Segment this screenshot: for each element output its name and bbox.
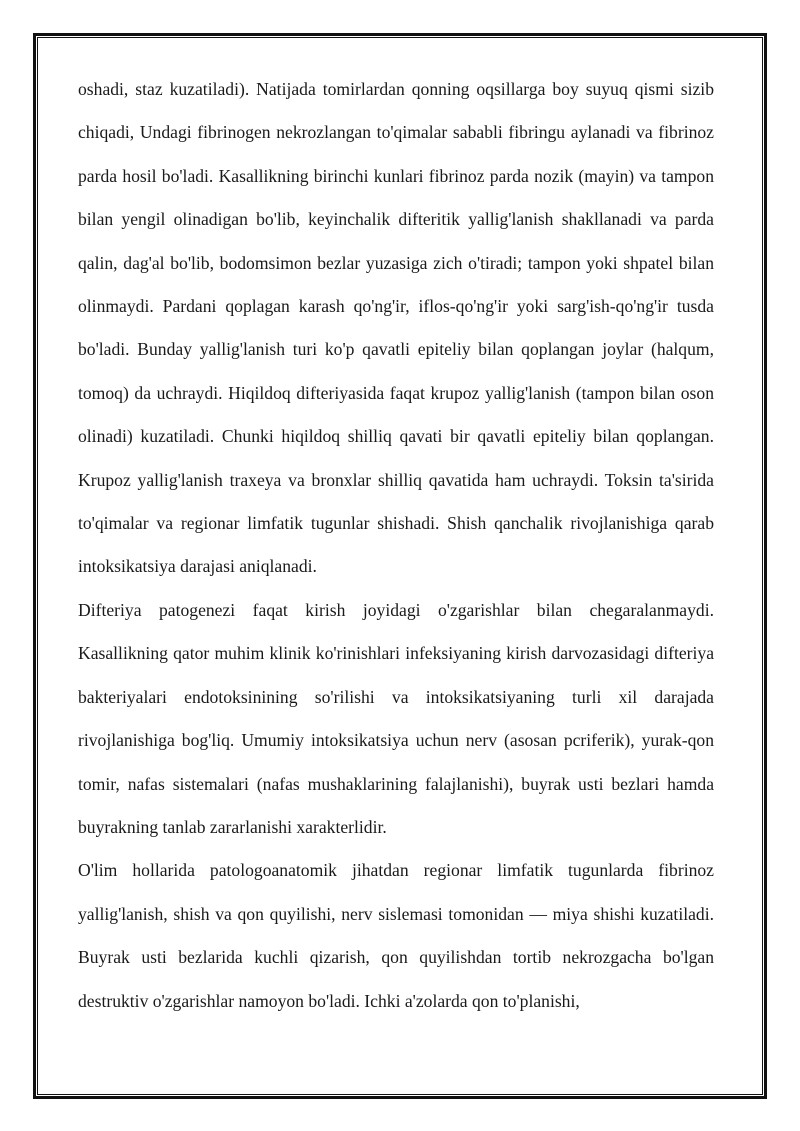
paragraph-3: O'lim hollarida patologoanatomik jihatdan regionar limfatik tugunlarda fibrinoz yallig'lanish, shish va qon quyilishi, nerv sislemasi tomonidan — miya shishi kuzatiladi. Buyrak usti bezlarida kuchli qizarish, qon quyilishdan tortib nekrozgacha bo'lgan destruktiv o'zgarishlar namoyon bo'ladi. Ichki a'zolarda qon to'planishi, — [78, 860, 714, 1011]
document-body — [78, 68, 714, 1023]
paragraph-1: oshadi, staz kuzatiladi). Natijada tomirlardan qonning oqsillarga boy suyuq qismi sizib chiqadi, Undagi fibrinogen nekrozlangan to'qimalar sababli fibringu aylanadi va fibrinoz parda hosil bo'ladi. Kasallikning birinchi kunlari fibrinoz parda nozik (mayin) va tampon bilan yengil olinadigan bo'lib, keyinchalik difteritik yallig'lanish shakllanadi va parda qalin, dag'al bo'lib, bodomsimon bezlar yuzasiga zich o'tiradi; tampon yoki shpatel bilan olinmaydi. Pardani qoplagan karash qo'ng'ir, iflos-qo'ng'ir yoki sarg'ish-qo'ng'ir tusda bo'ladi. Bunday yallig'lanish turi ko'p qavatli epiteliy bilan qoplangan joylar (halqum, tomoq) da uchraydi. Hiqildoq difteriyasida faqat krupoz yallig'lanish (tampon bilan oson olinadi) kuzatiladi. Chunki hiqildoq shilliq qavati bir qavatli epiteliy bilan qoplangan. Krupoz yallig'lanish traxeya va bronxlar shilliq qavatida ham uchraydi. Toksin ta'sirida to'qimalar va regionar limfatik tugunlar shishadi. Shish qanchalik rivojlanishiga qarab intoksikatsiya darajasi aniqlanadi. — [78, 79, 714, 577]
paragraph-2: Difteriya patogenezi faqat kirish joyidagi o'zgarishlar bilan chegaralanmaydi. Kasallikning qator muhim klinik ko'rinishlari infeksiyaning kirish darvozasidagi difteriya bakteriyalari endotoksinining so'rilishi va intoksikatsiyaning turli xil darajada rivojlanishiga bog'liq. Umumiy intoksikatsiya uchun nerv (asosan pcriferik), yurak-qon tomir, nafas sistemalari (nafas mushaklarining falajlanishi), buyrak usti bezlari hamda buyrakning tanlab zararlanishi xarakterlidir. — [78, 599, 714, 837]
